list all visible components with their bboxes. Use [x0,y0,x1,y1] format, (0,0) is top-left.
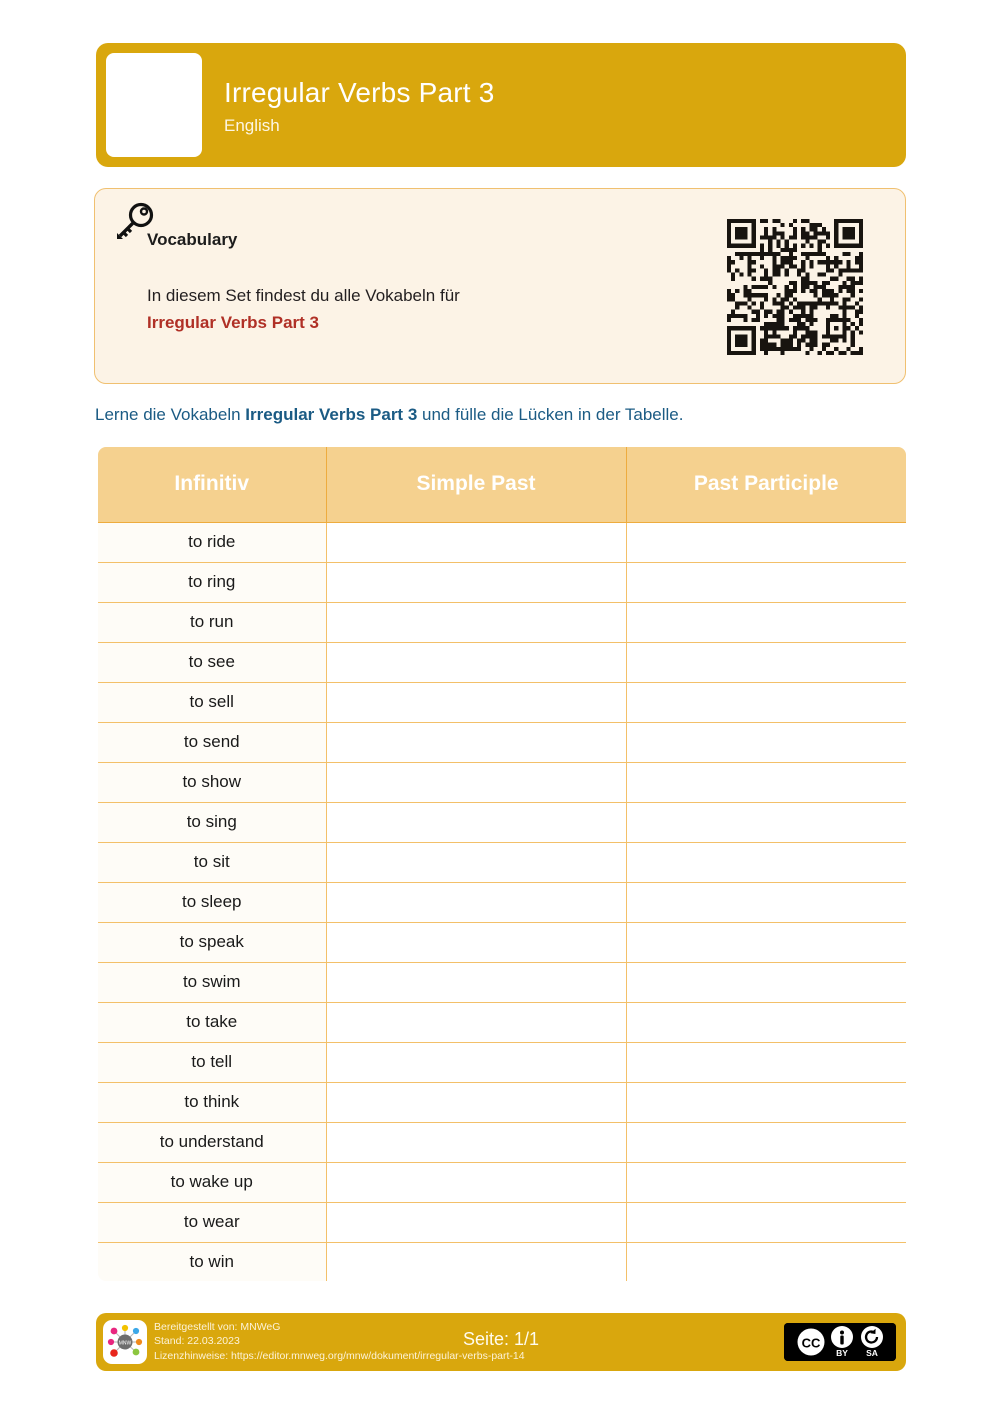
cell-past-participle[interactable] [626,562,907,602]
thumbnail-placeholder [106,53,202,157]
table-row [97,842,907,882]
table-row [97,1082,907,1122]
cell-infinitiv: to wear [97,1202,326,1242]
cell-simple-past[interactable] [326,962,626,1002]
table-row [97,1122,907,1162]
page-number: Seite: 1/1 [462,1329,540,1349]
cell-past-participle[interactable] [626,602,907,642]
cell-past-participle[interactable] [626,842,907,882]
footer-license-note: Lizenzhinweise: https://editor.mnweg.org/mnw/dokument/irregular-verbs-part-14 [154,1349,525,1362]
cell-past-participle[interactable] [626,882,907,922]
cell-infinitiv: to run [97,602,326,642]
cell-infinitiv: to sleep [97,882,326,922]
table-row [97,1242,907,1282]
header-text-group [224,75,495,136]
footer-date: Stand: 22.03.2023 [154,1335,240,1348]
cell-past-participle[interactable] [626,1042,907,1082]
table-row [97,602,907,642]
cell-past-participle[interactable] [626,802,907,842]
vocabulary-description: In diesem Set findest du alle Vokabeln für [147,286,460,305]
instruction-suffix: und fülle die Lücken in der Tabelle. [417,405,684,424]
cell-infinitiv: to wake up [97,1162,326,1202]
vocabulary-set-name: Irregular Verbs Part 3 [147,313,319,332]
instruction-prefix: Lerne die Vokabeln [95,405,246,424]
cell-simple-past[interactable] [326,1082,626,1122]
cell-infinitiv: to take [97,1002,326,1042]
cell-past-participle[interactable] [626,1002,907,1042]
footer-provided-by: Bereitgestellt von: MNWeG [154,1321,281,1333]
cell-simple-past[interactable] [326,1122,626,1162]
cell-infinitiv: to swim [97,962,326,1002]
column-header-infinitiv: Infinitiv [97,446,326,522]
table-row [97,682,907,722]
cell-simple-past[interactable] [326,842,626,882]
cell-past-participle[interactable] [626,1242,907,1282]
table-row [97,1202,907,1242]
instruction-bold: Irregular Verbs Part 3 [245,405,418,424]
cell-simple-past[interactable] [326,802,626,842]
table-row [97,922,907,962]
cell-simple-past[interactable] [326,1002,626,1042]
table-row [97,562,907,602]
vocabulary-info-box [94,188,906,384]
cell-simple-past[interactable] [326,1202,626,1242]
svg-text:CC: CC [801,1335,821,1351]
cell-past-participle[interactable] [626,1122,907,1162]
table-row [97,1002,907,1042]
cell-simple-past[interactable] [326,522,626,562]
instruction-text [95,405,684,425]
cell-past-participle[interactable] [626,762,907,802]
cell-simple-past[interactable] [326,922,626,962]
cell-past-participle[interactable] [626,642,907,682]
cell-simple-past[interactable] [326,602,626,642]
cell-simple-past[interactable] [326,562,626,602]
column-header-simple-past: Simple Past [326,446,626,522]
cell-past-participle[interactable] [626,1082,907,1122]
cell-infinitiv: to see [97,642,326,682]
cell-infinitiv: to sell [97,682,326,722]
cell-simple-past[interactable] [326,642,626,682]
page-title: Irregular Verbs Part 3 [224,76,495,108]
vocabulary-heading: Vocabulary [147,230,238,249]
table-row [97,722,907,762]
table-row [97,962,907,1002]
page-subject: English [224,115,280,135]
cell-infinitiv: to speak [97,922,326,962]
table-header-row [97,446,907,522]
cell-infinitiv: to sing [97,802,326,842]
cell-infinitiv: to send [97,722,326,762]
table-body [97,522,907,1282]
cell-simple-past[interactable] [326,1242,626,1282]
table-row [97,1162,907,1202]
footer-bar [96,1313,906,1371]
header-banner [96,43,906,167]
cell-infinitiv: to think [97,1082,326,1122]
table-row [97,642,907,682]
cell-simple-past[interactable] [326,722,626,762]
cell-infinitiv: to tell [97,1042,326,1082]
svg-text:BY: BY [836,1348,848,1358]
cell-infinitiv: to show [97,762,326,802]
table-row [97,1042,907,1082]
cell-past-participle[interactable] [626,722,907,762]
svg-text:SA: SA [866,1348,878,1358]
cell-infinitiv: to ring [97,562,326,602]
table-row [97,762,907,802]
svg-text:MNW: MNW [118,1340,132,1347]
cell-simple-past[interactable] [326,882,626,922]
cell-past-participle[interactable] [626,522,907,562]
cc-by-sa-badge [784,1323,896,1361]
verb-table [96,445,908,1283]
cell-infinitiv: to win [97,1242,326,1282]
cell-simple-past[interactable] [326,762,626,802]
cell-infinitiv: to ride [97,522,326,562]
qr-code [727,219,863,355]
cell-past-participle[interactable] [626,922,907,962]
cell-past-participle[interactable] [626,962,907,1002]
cell-simple-past[interactable] [326,1042,626,1082]
column-header-past-participle: Past Participle [626,446,907,522]
table-row [97,882,907,922]
table-row [97,522,907,562]
cell-infinitiv: to sit [97,842,326,882]
cell-past-participle[interactable] [626,1202,907,1242]
table-row [97,802,907,842]
cell-infinitiv: to understand [97,1122,326,1162]
cell-simple-past[interactable] [326,682,626,722]
cell-past-participle[interactable] [626,1162,907,1202]
cell-simple-past[interactable] [326,1162,626,1202]
cell-past-participle[interactable] [626,682,907,722]
